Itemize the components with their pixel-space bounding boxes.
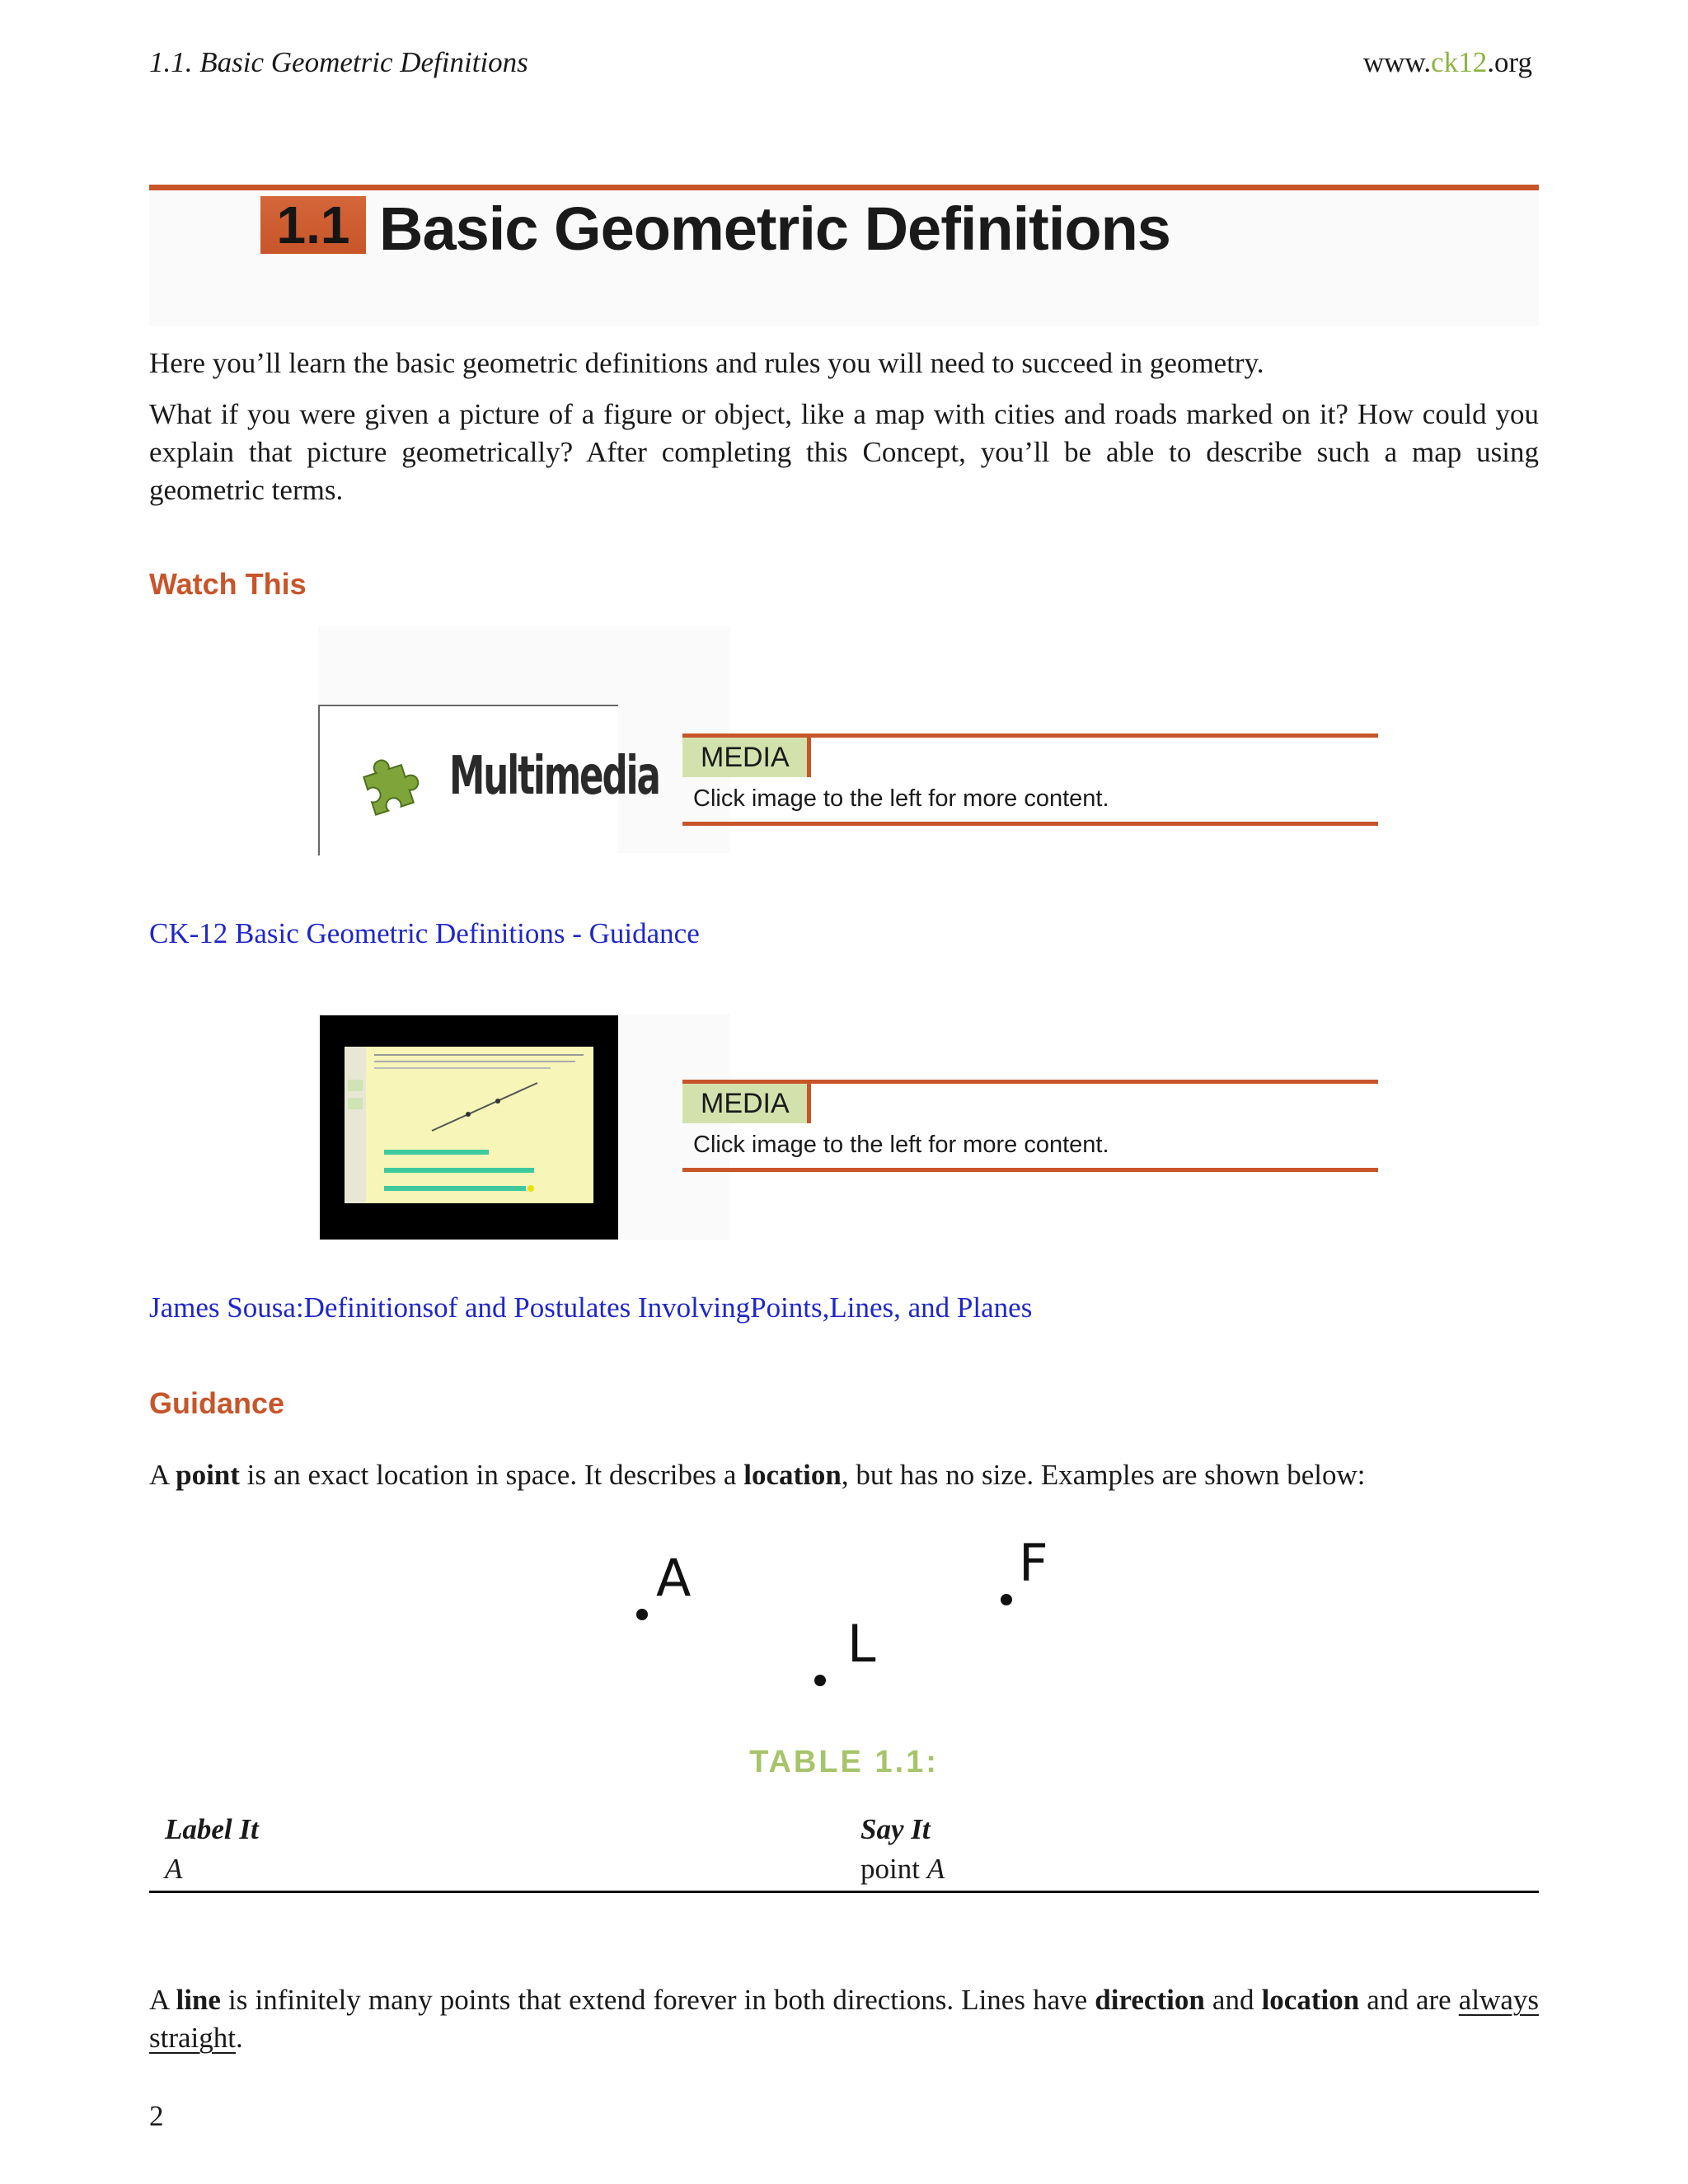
- point-l-dot: [814, 1675, 826, 1686]
- url-ck12: ck12: [1431, 46, 1488, 78]
- table-caption: TABLE 1.1:: [749, 1745, 939, 1779]
- media-1-thumbnail[interactable]: [318, 705, 659, 855]
- term-point: point: [176, 1459, 240, 1491]
- media-2-caption: Click image to the left for more content.: [693, 1132, 1109, 1158]
- point-a-label: A: [656, 1548, 692, 1608]
- term-location: location: [1261, 1984, 1360, 2016]
- video-slide-image: [345, 1047, 593, 1203]
- url-suffix: .org: [1487, 46, 1532, 78]
- point-a-dot: [636, 1609, 648, 1620]
- underlined-phrase: always straight: [149, 1984, 1539, 2054]
- multimedia-thumb-text: Multimedia: [449, 746, 659, 807]
- point-definition-paragraph: [149, 1456, 1539, 1494]
- puzzle-icon: [359, 754, 424, 817]
- table-bottom-rule: [149, 1891, 1539, 1893]
- media-2-label: MEDIA: [682, 1084, 811, 1123]
- media-1-label: MEDIA: [682, 738, 811, 777]
- intro-paragraph-1: Here you’ll learn the basic geometric definitions and rules you will need to succeed in geometry.: [149, 347, 1264, 379]
- chapter-title: Basic Geometric Definitions: [379, 194, 1170, 263]
- text-run: A: [149, 1984, 176, 2016]
- point-f-label: F: [1019, 1533, 1048, 1593]
- term-location: location: [743, 1459, 842, 1491]
- media-2-link[interactable]: James Sousa:Definitionsof and Postulates InvolvingPoints,Lines, and Planes: [149, 1291, 1033, 1324]
- running-header-section: 1.1. Basic Geometric Definitions: [149, 46, 528, 78]
- term-direction: direction: [1095, 1984, 1205, 2016]
- media-2-box: [682, 1080, 1378, 1172]
- running-header-url[interactable]: [1363, 46, 1532, 79]
- text-run: point: [860, 1853, 927, 1885]
- point-f-dot: [1001, 1594, 1012, 1605]
- media-1-box: [682, 733, 1378, 826]
- media-1-caption: Click image to the left for more content.: [693, 785, 1109, 812]
- text-run: .: [235, 2022, 243, 2054]
- media-1-link[interactable]: CK-12 Basic Geometric Definitions - Guidance: [149, 917, 700, 949]
- text-run: and: [1204, 1984, 1262, 2016]
- text-run: is infinitely many points that extend forever in both directions. Lines have: [220, 1984, 1095, 2016]
- table-cell-say: [860, 1853, 945, 1886]
- intro-paragraph-2: What if you were given a picture of a figure or object, like a map with cities and roads marked on it? How could you explain that picture geometrically? After completing this Concept, you’ll be able to describe such a map using geometric terms.: [149, 398, 1539, 506]
- point-l-label: L: [847, 1614, 876, 1674]
- table-cell-label: A: [165, 1853, 183, 1885]
- watch-this-heading: Watch This: [149, 567, 307, 601]
- media-2-thumbnail[interactable]: [320, 1015, 618, 1240]
- text-run: , but has no size. Examples are shown below:: [841, 1459, 1366, 1491]
- slide-sketch: [345, 1047, 593, 1203]
- guidance-heading: Guidance: [149, 1386, 285, 1420]
- text-run: is an exact location in space. It describes a: [239, 1459, 744, 1491]
- text-run: A: [149, 1459, 176, 1491]
- url-prefix: www.: [1362, 46, 1432, 78]
- term-line: line: [176, 1984, 221, 2016]
- italic-var: A: [926, 1853, 945, 1885]
- chapter-number-box: 1.1: [260, 196, 366, 254]
- table-header-label-it: Label It: [165, 1813, 259, 1845]
- text-run: and are: [1359, 1984, 1459, 2016]
- line-definition-paragraph: [149, 1981, 1539, 2057]
- page-number: 2: [149, 2100, 164, 2132]
- points-figure: [577, 1533, 1154, 1698]
- table-header-say-it: Say It: [860, 1813, 931, 1845]
